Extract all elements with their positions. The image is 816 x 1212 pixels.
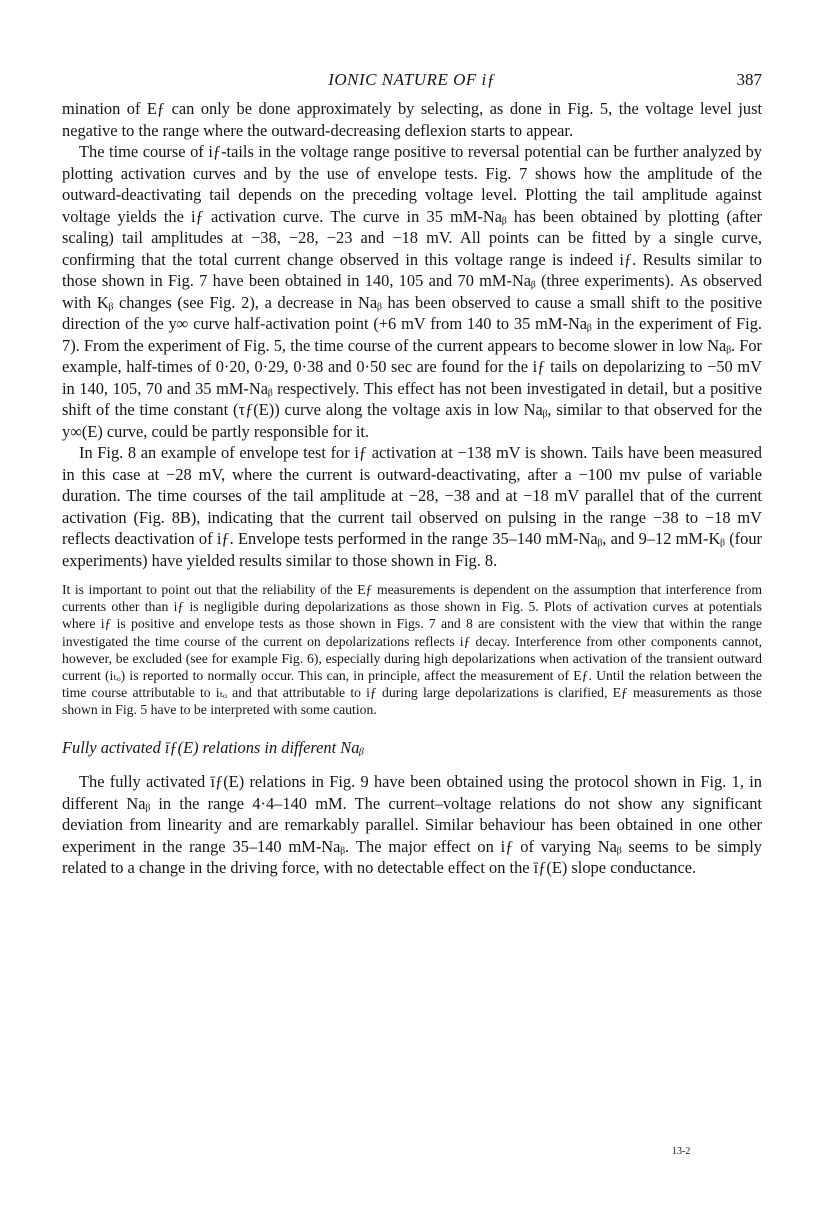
small-print-note: It is important to point out that the reliability of the Eƒ measurements is dependent on the assumption that interference from currents other than iƒ is negligible during depolarizations as those shown in Fig. 5. Plots of activation curves at potentials where iƒ is positive and envelope tests as those shown in Figs. 7 and 8 are consistent with the view that within the range investigated the time course of the current on depolarizations reflects iƒ decay. Interference from other components cannot, however, be excluded (see for example Fig. 6), especially during high depolarizations when activation of the transient outward current (iₜₒ) is reported to normally occur. This can, in principle, affect the measurement of Eƒ. Until the relation between the time course attributable to iₜₒ and that attributable to iƒ during large depolarizations is clarified, Eƒ measurements as those shown in Fig. 5 have to be interpreted with some caution. — [62, 582, 762, 718]
running-title: IONIC NATURE OF iƒ — [328, 70, 496, 89]
section-heading: Fully activated īƒ(E) relations in different Naᵦ — [62, 737, 365, 757]
page-header — [62, 70, 762, 92]
paragraph-envelope-test: In Fig. 8 an example of envelope test for iƒ activation at −138 mV is shown. Tails have been measured in this case at −28 mV, where the current is outward-deactivating, after a −100 mv pulse of variable duration. The time courses of the tail amplitude at −28, −38 and at −18 mV parallel that of the current activation (Fig. 8B), indicating that the current tail observed on pulsing in the range −38 to −18 mV reflects deactivation of iƒ. Envelope tests performed in the range 35–140 mM-Naᵦ, and 9–12 mM-Kᵦ (four experiments) have yielded results similar to those shown in Fig. 8. — [62, 443, 762, 570]
page-number: 387 — [736, 70, 762, 89]
body-text — [62, 98, 762, 879]
paragraph-continuation: mination of Eƒ can only be done approximately by selecting, as done in Fig. 5, the voltage level just negative to the range where the outward-decreasing deflexion starts to appear. — [62, 99, 762, 140]
paragraph-fully-activated: The fully activated īƒ(E) relations in Fig. 9 have been obtained using the protocol shown in Fig. 1, in different Naᵦ in the range 4·4–140 mM. The current–voltage relations do not show any significant deviation from linearity and are remarkably parallel. Similar behaviour has been obtained in one other experiment in the range 35–140 mM-Naᵦ. The major effect on iƒ of varying Naᵦ seems to be simply related to a change in the driving force, with no detectable effect on the īƒ(E) slope conductance. — [62, 772, 762, 878]
paragraph-activation-curves: The time course of iƒ-tails in the voltage range positive to reversal potential can be further analyzed by plotting activation curves and by the use of envelope tests. Fig. 7 shows how the amplitude of the outward-deactivating tail depends on the preceding voltage level. Plotting the tail amplitude against voltage yields the iƒ activation curve. The curve in 35 mM-Naᵦ has been obtained by plotting (after scaling) tail amplitudes at −38, −28, −23 and −18 mV. All points can be fitted by a single curve, confirming that the total current change observed in this voltage range is indeed iƒ. Results similar to those shown in Fig. 7 have been obtained in 140, 105 and 70 mM-Naᵦ (three experiments). As observed with Kᵦ changes (see Fig. 2), a decrease in Naᵦ has been observed to cause a small shift to the positive direction of the y∞ curve half-activation point (+6 mV from 140 to 35 mM-Naᵦ in the experiment of Fig. 7). From the experiment of Fig. 5, the time course of the current appears to become slower in low Naᵦ. For example, half-times of 0·20, 0·29, 0·38 and 0·50 sec are found for the iƒ tails on depolarizing to −50 mV in 140, 105, 70 and 35 mM-Naᵦ respectively. This effect has not been investigated in detail, but a positive shift of the time constant (τƒ(E)) curve along the voltage axis in low Naᵦ, similar to that observed for the y∞(E) curve, could be partly responsible for it. — [62, 142, 762, 441]
signature-mark: 13-2 — [672, 1146, 691, 1157]
